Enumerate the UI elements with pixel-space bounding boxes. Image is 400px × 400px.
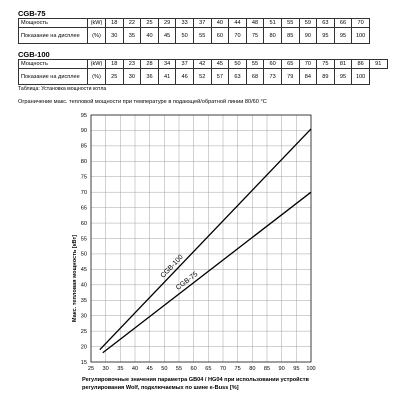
table-cell: 79 — [281, 69, 299, 85]
table-cell: 75 — [317, 60, 335, 69]
x-tick-label: 100 — [306, 366, 316, 372]
y-tick-label: 50 — [80, 251, 87, 258]
row-unit: (%) — [88, 28, 106, 44]
y-tick-label: 75 — [80, 174, 87, 181]
x-tick-label: 95 — [293, 366, 300, 372]
table-cell: 37 — [176, 60, 194, 69]
table-cell: 37 — [193, 19, 211, 28]
table-cell: 52 — [193, 69, 211, 85]
table-cell: 81 — [334, 60, 352, 69]
y-tick-label: 65 — [80, 205, 87, 212]
y-tick-label: 90 — [80, 128, 87, 135]
table-cell: 55 — [193, 28, 211, 44]
table-cell: 50 — [229, 60, 247, 69]
table-cell: 66 — [334, 19, 352, 28]
table-cell: 91 — [369, 60, 387, 69]
series-label: CGB-100 — [159, 253, 185, 280]
table-cell: 86 — [352, 60, 370, 69]
y-tick-label: 95 — [80, 112, 87, 119]
x-tick-label: 50 — [161, 366, 168, 372]
table-cell: 33 — [176, 19, 194, 28]
table-cell: 70 — [229, 28, 247, 44]
x-tick-label: 45 — [146, 366, 153, 372]
table-cell: 68 — [246, 69, 264, 85]
x-tick-label: 35 — [117, 366, 124, 372]
x-tick-label: 65 — [205, 366, 212, 372]
table-cell: 45 — [211, 60, 229, 69]
table-cell: 40 — [211, 19, 229, 28]
table-cell: 63 — [317, 19, 335, 28]
x-tick-label: 60 — [190, 366, 197, 372]
table-cell: 34 — [158, 60, 176, 69]
table-title-cgb100: CGB-100 — [18, 50, 50, 59]
table-cell: 90 — [299, 28, 317, 44]
row-label: Мощность — [19, 19, 88, 28]
table-cell: 70 — [299, 60, 317, 69]
y-tick-label: 15 — [80, 359, 87, 366]
y-tick-label: 40 — [80, 282, 87, 289]
x-tick-label: 30 — [102, 366, 109, 372]
table-cell: 51 — [264, 19, 282, 28]
table-cell: 95 — [317, 28, 335, 44]
table-cell: 36 — [141, 69, 159, 85]
table-cell: 23 — [123, 60, 141, 69]
x-tick-labels — [88, 366, 316, 372]
table-cell: 85 — [281, 28, 299, 44]
table-cell: 55 — [281, 19, 299, 28]
table-cell: 35 — [123, 28, 141, 44]
x-tick-label: 70 — [219, 366, 227, 372]
y-tick-label: 30 — [80, 313, 87, 320]
series-lines — [100, 129, 311, 353]
y-tick-label: 70 — [80, 189, 87, 196]
table-cell: 41 — [158, 69, 176, 85]
table-cell: 25 — [106, 69, 124, 85]
x-axis-label: Регулировочные значения параметра GB04 / HG04 при использовании устройств — [82, 377, 309, 383]
table-cell: 65 — [281, 60, 299, 69]
x-tick-label: 80 — [249, 366, 256, 372]
table-cell: 60 — [211, 28, 229, 44]
table-caption: Таблица: Установка мощности котла — [18, 86, 107, 92]
table-cell: 70 — [352, 19, 370, 28]
table-cell: 29 — [158, 19, 176, 28]
row-label: Мощность — [19, 60, 88, 69]
y-tick-label: 85 — [80, 143, 87, 150]
row-unit: (kW) — [88, 60, 106, 69]
x-tick-label: 40 — [131, 366, 139, 372]
y-tick-label: 20 — [80, 344, 87, 351]
table-cell: 89 — [317, 69, 335, 85]
table-cell: 50 — [176, 28, 194, 44]
row-unit: (kW) — [88, 19, 106, 28]
x-tick-label: 25 — [87, 366, 95, 372]
table-cell: 84 — [299, 69, 317, 85]
x-tick-label: 75 — [234, 366, 241, 372]
table-cell: 22 — [123, 19, 141, 28]
table-cell: 100 — [352, 28, 370, 44]
y-tick-label: 80 — [80, 159, 87, 166]
table-cell: 55 — [246, 60, 264, 69]
table-cell: 95 — [334, 69, 352, 85]
table-cell: 42 — [193, 60, 211, 69]
table-cell: 59 — [299, 19, 317, 28]
table-cell: 75 — [246, 28, 264, 44]
table-cell: 100 — [352, 69, 370, 85]
table-cell: 18 — [106, 60, 124, 69]
y-tick-label: 45 — [80, 267, 87, 274]
row-label: Показание на дисплее — [19, 69, 88, 85]
table-cell: 44 — [229, 19, 247, 28]
table-cell: 45 — [158, 28, 176, 44]
y-tick-label: 60 — [80, 220, 87, 227]
table-cell: 57 — [211, 69, 229, 85]
series-line — [103, 192, 311, 353]
table-cell: 18 — [106, 19, 124, 28]
table-cell: 40 — [141, 28, 159, 44]
series-line — [100, 129, 311, 350]
row-label: Показание на дисплее — [19, 28, 88, 44]
table-cell: 73 — [264, 69, 282, 85]
table-cell: 60 — [264, 60, 282, 69]
y-tick-label: 55 — [80, 236, 87, 243]
table-cell: 46 — [176, 69, 194, 85]
y-tick-label: 35 — [80, 298, 87, 305]
y-tick-labels — [81, 113, 87, 366]
y-tick-label: 25 — [80, 328, 87, 335]
table-cell: 48 — [246, 19, 264, 28]
table-cell: 80 — [264, 28, 282, 44]
x-axis-label-continued: регулирования Wolf, подключаемых по шине e-Buss [%] — [82, 385, 239, 391]
row-unit: (%) — [88, 69, 106, 85]
table-cell: 25 — [141, 19, 159, 28]
table-cell: 63 — [229, 69, 247, 85]
table-cell: 28 — [141, 60, 159, 69]
table-title-cgb75: CGB-75 — [18, 9, 46, 18]
table-cell: 95 — [334, 28, 352, 44]
x-tick-label: 85 — [263, 366, 271, 372]
graph-title: Ограничение макс. тепловой мощности при температуре в подающей/обратной линии 80/60 °C — [18, 99, 267, 105]
table-cell: 30 — [106, 28, 124, 44]
x-tick-label: 90 — [278, 366, 285, 372]
table-cell: 30 — [123, 69, 141, 85]
x-tick-label: 55 — [175, 366, 183, 372]
series-label: CGB-75 — [174, 270, 200, 292]
y-axis-label: Макс. тепловая мощность [кВт] — [72, 234, 78, 323]
